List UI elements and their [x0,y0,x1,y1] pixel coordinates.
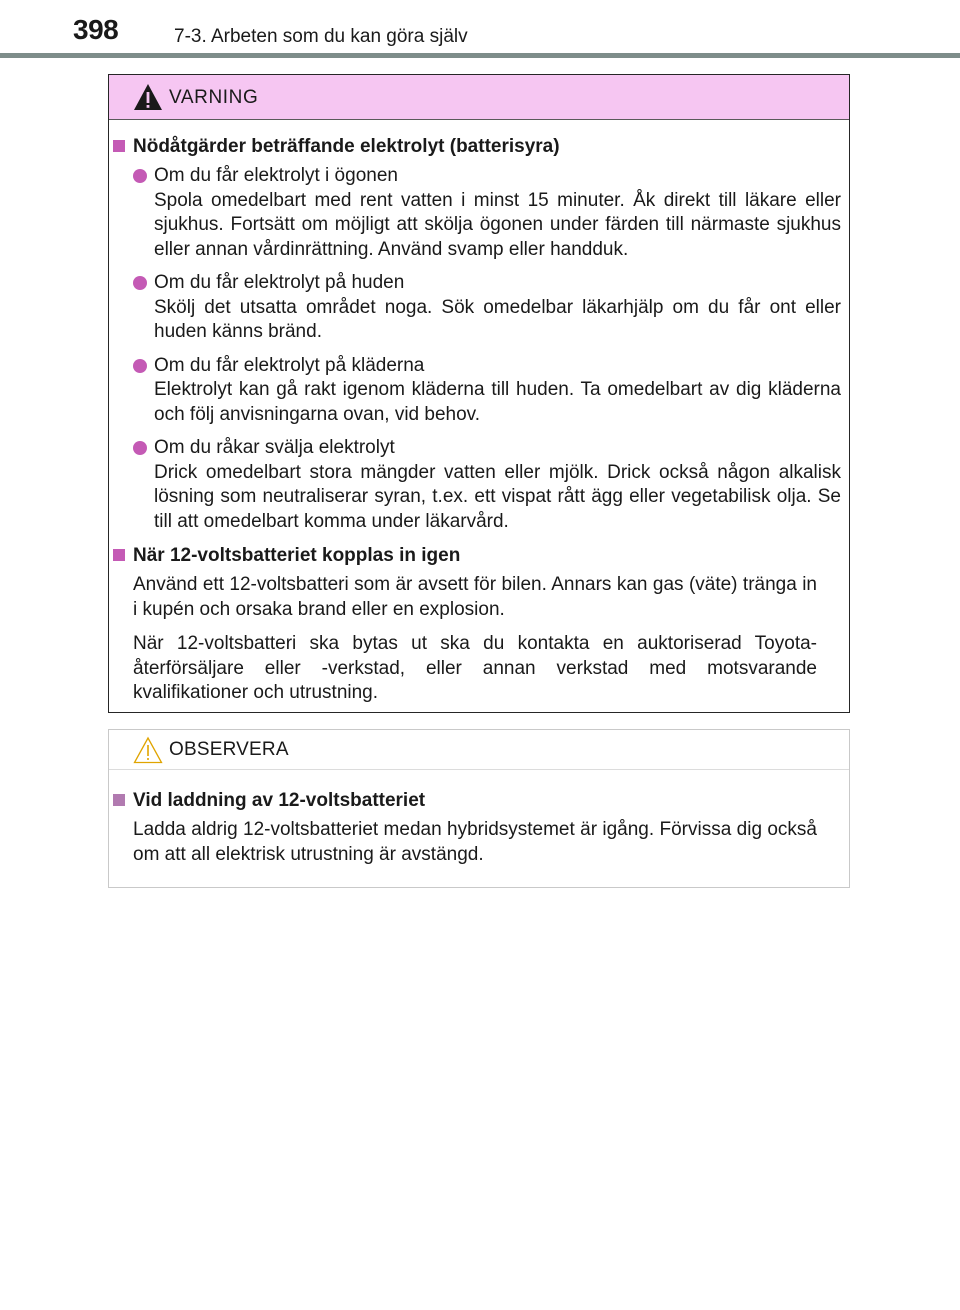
section-title: 7-3. Arbeten som du kan göra själv [174,26,468,47]
bullet-title: Om du får elektrolyt på kläderna [154,354,425,376]
notice-header [109,730,849,770]
square-bullet-icon [113,549,125,561]
list-item [109,164,841,262]
notice-label: OBSERVERA [169,739,289,760]
circle-bullet-icon [133,276,147,290]
paragraph: Ladda aldrig 12-voltsbatteriet medan hybridsystemet är igång. Förvissa dig också om att all elektrisk utrustning är avstängd. [133,819,817,865]
square-bullet-icon [113,794,125,806]
circle-bullet-icon [133,441,147,455]
warning-body [109,120,849,706]
page-number: 398 [73,14,119,45]
list-item [109,354,841,428]
warning-triangle-icon [133,83,163,111]
warning-box [108,74,850,713]
header-rule [0,53,960,58]
list-item [109,271,841,345]
bullet-title: Om du får elektrolyt i ögonen [154,165,398,186]
list-item [109,436,841,534]
section-heading: När 12-voltsbatteriet kopplas in igen [109,543,841,568]
bullet-text: Skölj det utsatta området noga. Sök omedelbar läkarhjälp om du får ont eller huden känns bränd. [154,296,841,342]
paragraph: När 12-voltsbatteri ska bytas ut ska du kontakta en auktoriserad Toyota-återförsäljare eller -verkstad, eller annan verkstad med motsvarande kvalifikationer och utrustning. [133,633,817,703]
warning-label: VARNING [169,87,259,108]
section-heading: Nödåtgärder beträffande elektrolyt (batterisyra) [109,134,841,159]
warning-header [109,75,849,120]
circle-bullet-icon [133,169,147,183]
square-bullet-icon [113,140,125,152]
caution-triangle-outline-icon [133,736,163,764]
bullet-title: Om du får elektrolyt på huden [154,272,405,293]
bullet-text: Spola omedelbart med rent vatten i minst 15 minuter. Åk direkt till läkare eller sjukhus. Fortsätt om möjligt att skölja ögonen under färden till närmaste sjukhus eller annan vårdinrättning. Använd svamp eller handduk. [154,189,841,260]
page-header [0,0,960,48]
bullet-text: Drick omedelbart stora mängder vatten eller mjölk. Drick också någon alkalisk lösning som neutraliserar syran, t.ex. ett vispat rått ägg eller vegetabilisk olja. Se till att omedelbart komma under läkarvård. [154,461,841,532]
notice-body [109,770,849,867]
notice-box [108,729,850,888]
circle-bullet-icon [133,359,147,373]
paragraph: Använd ett 12-voltsbatteri som är avsett för bilen. Annars kan gas (väte) tränga in i kupén och orsaka brand eller en explosion. [133,574,817,620]
bullet-text: Elektrolyt kan gå rakt igenom kläderna till huden. Ta omedelbart av dig kläderna och följ anvisningarna ovan, vid behov. [154,379,841,425]
bullet-title: Om du råkar svälja elektrolyt [154,437,395,458]
section-heading: Vid laddning av 12-voltsbatteriet [109,788,841,813]
